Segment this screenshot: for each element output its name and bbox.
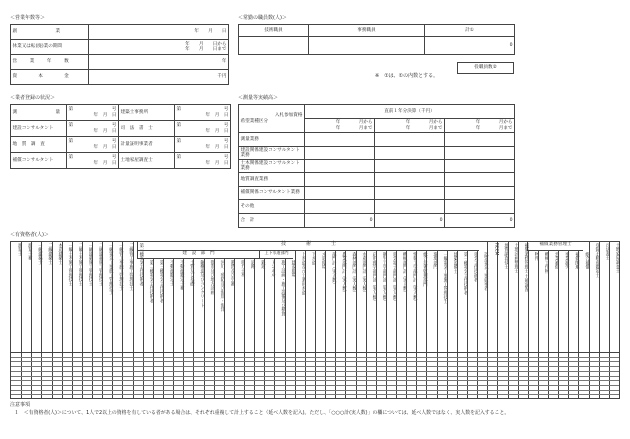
compensation-mgmt-header: 補償業務管理士 (527, 242, 583, 251)
qualified-row-line (11, 376, 619, 377)
qualified-column-header: 道路 (244, 259, 254, 352)
qualified-column-header: 一級建築士 (31, 242, 41, 352)
reg-measurement-label: 計量証明事業者 (119, 137, 175, 153)
qualified-column-header: 建築設備士 (447, 251, 457, 352)
reg-scrivener-no[interactable]: 第 号 年 月 日 (175, 121, 231, 137)
qualified-column-header: 情報工学部門計（実人数） (406, 251, 416, 352)
founding-label: 創 業 (11, 25, 89, 40)
sales-cell[interactable] (305, 147, 375, 160)
reg-survey-no[interactable]: 第 号 年 月 日 (67, 105, 119, 121)
reg-compensation-label: 補償コンサルタント (11, 153, 67, 169)
reg-land-surveyor-label: 土地家屋調査士 (119, 153, 175, 169)
officer-count-label: 役職員数② (458, 63, 514, 74)
tech-staff-header: 技術職員 (239, 25, 309, 37)
sales-total-3: 0 (445, 214, 515, 228)
staff-count-note: ※ ①は、①の内数とする。 (375, 73, 439, 79)
registration-table (10, 104, 231, 169)
qualified-column-header: 環境部門 (426, 251, 436, 352)
staff-count-table (238, 24, 515, 55)
sales-cell[interactable] (375, 200, 445, 214)
office-staff-header: 事務職員 (309, 25, 425, 37)
sales-table (238, 104, 515, 228)
qualified-row-line (11, 361, 619, 362)
sales-cell[interactable] (305, 187, 375, 200)
qualified-column-header: 土地区画整理士 (508, 242, 518, 352)
qualified-column-header: 第三種電気主任技術者 (153, 259, 163, 352)
qualified-column-header: 第一種電気主任技術者 (457, 251, 467, 352)
qualified-column-header: 港湾及び空港 (224, 259, 234, 352)
sales-row-label: 建設関係建設コンサルタント業務 (239, 147, 305, 160)
sales-row-label: 測量業務 (239, 133, 305, 147)
qualified-column-header: 応用理学部門計（実人数） (366, 251, 376, 352)
qualified-column-header: 土地家屋調査士 (609, 242, 619, 352)
qualified-column-header: 登録不動産鑑定士 (589, 242, 599, 352)
sales-cell[interactable] (445, 160, 515, 173)
reg-scrivener-label: 司 法 書 士 (119, 121, 175, 137)
reg-survey-label: 測 量 (11, 105, 67, 121)
sales-row-label: 補償関係コンサルタント業務 (239, 187, 305, 200)
notes-heading: 注意事項 (10, 402, 31, 408)
qualified-column-header: 機械部門計（実人数） (396, 251, 406, 352)
qualified-column-header: 不動産鑑定士補 (173, 259, 183, 352)
sales-cell[interactable] (375, 160, 445, 173)
sales-row-label: その他 (239, 200, 305, 214)
qualified-column-header: 森林部門計（実人数） (345, 251, 355, 352)
reg-measurement-no[interactable]: 第 号 年 月 日 (175, 137, 231, 153)
qualified-row-line (11, 394, 619, 395)
sales-total-1: 0 (305, 214, 375, 228)
sales-year-header: 直前１年分決算（千円） (305, 105, 515, 119)
tech-staff-value[interactable] (239, 37, 309, 55)
sales-cell[interactable] (445, 147, 515, 160)
sales-total-2: 0 (375, 214, 445, 228)
qualified-column-header: 都市及び地方計画 (204, 259, 214, 352)
qualified-column-header: 上水道及び工業用水道 (295, 251, 305, 352)
reg-architect-label: 建築士事務所 (119, 105, 175, 121)
sales-cell[interactable] (445, 133, 515, 147)
qualified-column-header: 一級管工事施工管理技士 (112, 242, 122, 352)
qualified-column-header: 総合技術監理部門 (416, 251, 426, 352)
sales-row-label: 地質調査業務 (239, 173, 305, 187)
qualified-column-header: 不動産鑑定士 (163, 259, 173, 352)
sales-total-label: 合 計 (239, 214, 305, 228)
qualified-column-header: 下水道 (305, 251, 315, 352)
qualified-column-header: 物件 (528, 251, 538, 352)
qualified-column-header: 一級電気工事施工管理技士 (102, 242, 112, 352)
reg-compensation-no[interactable]: 第 号 年 月 日 (67, 153, 119, 169)
business-years-value[interactable]: 年 (89, 55, 229, 70)
reg-architect-no[interactable]: 第 号 年 月 日 (175, 105, 231, 121)
sales-cell[interactable] (445, 187, 515, 200)
qualified-column-header: 施工計画・施工設備及び積算 (274, 259, 284, 352)
business-years-table (10, 24, 229, 85)
qualified-column-header: 一級建築施工管理技士 (82, 242, 92, 352)
sales-period-1[interactable]: 年 月から 年 月まで (305, 119, 375, 133)
qualified-column-header: 司法書士 (599, 242, 609, 352)
qualified-column-header: 補償関連 (568, 251, 578, 352)
qualified-heading: ＜有資格者(人)＞ (10, 232, 49, 238)
sales-cell[interactable] (375, 173, 445, 187)
qualified-column-header: 認定電気工事従事者 (477, 251, 487, 352)
qualified-column-header: 測量士 (17, 243, 23, 256)
qualified-row-line (11, 390, 619, 391)
reg-consultant-label: 建設コンサルタント (11, 121, 67, 137)
qualified-column-header: 水産部門計（実人数） (356, 251, 366, 352)
staff-count-heading: ＜常勤の職員数(人)＞ (238, 15, 287, 21)
staff-total-header: 計① (425, 25, 515, 37)
sales-cell[interactable] (305, 200, 375, 214)
qualified-column-header: 機械工作物 (538, 251, 548, 352)
sales-row-label: 土木関係建設コンサルタント業務 (239, 160, 305, 173)
office-staff-value[interactable] (309, 37, 425, 55)
sales-period-2[interactable]: 年 月から 年 月まで (375, 119, 445, 133)
qualified-column-header: 営業補償 (548, 251, 558, 352)
capital-label: 資 本 金 (11, 70, 89, 85)
qualified-table-frame (10, 241, 620, 399)
sales-heading: ＜測量等実績高＞ (238, 95, 279, 101)
qualified-column-header: 総合補償 (578, 251, 588, 352)
water-dept-header: 上下水道部門 (259, 251, 293, 259)
staff-total-value[interactable]: 0 (425, 37, 515, 55)
qualified-column-header: 電気電子部門計（実人数） (386, 251, 396, 352)
founding-value[interactable]: 年 月 日 (89, 25, 229, 40)
qualified-row-line (11, 385, 619, 386)
sales-cell[interactable] (375, 187, 445, 200)
qualified-column-header: 測量士補 (21, 242, 31, 352)
sales-cell[interactable] (375, 133, 445, 147)
qualified-column-header: 建設環境 (285, 259, 295, 352)
notes-line-1: １ ＜有資格者(人)＞について、1人で2以上の資格を有している者がある場合は、それぞれ重複して計上すること（延べ人数を記入)。ただし、「○○○計(実人数)」の欄については、延べ人数ではなく、実人数を記入すること。 (14, 410, 510, 416)
qualified-row-line (11, 380, 619, 381)
qualified-column-header: 衛生工学部門計（実人数） (376, 251, 386, 352)
sales-cell[interactable] (305, 160, 375, 173)
sales-cell[interactable] (445, 200, 515, 214)
reg-land-surveyor-no[interactable]: 第 号 年 月 日 (175, 153, 231, 169)
sales-cell[interactable] (445, 173, 515, 187)
qualified-column-header: 地質調査技士 (497, 242, 507, 352)
qualified-column-header: 二級建築士 (41, 242, 51, 352)
business-years-label: 営 業 年 数 (11, 55, 89, 70)
sales-corner: 入札参加資格 希望業種区分 (239, 105, 305, 133)
qualified-column-header: 第一種電気主任技術者 (133, 242, 143, 352)
suspension-label: 休業又は転(廃)業の期間 (11, 40, 89, 55)
qualified-column-header: 二級建築施工管理技士 (92, 242, 102, 352)
qualified-column-header: 一級電気工事施工管理技士 (437, 251, 447, 352)
qualified-column-header: 事業損失 (558, 251, 568, 352)
qualified-row-line (11, 366, 619, 367)
sales-cell[interactable] (305, 173, 375, 187)
qualified-row-line (11, 357, 619, 358)
qualified-column-header: 土質及び基礎 (183, 259, 193, 352)
registration-heading: ＜業者登録の状況＞ (10, 95, 56, 101)
reg-geology-no[interactable]: 第 号 年 月 日 (67, 137, 119, 153)
qualified-column-header: 第二種電気主任技術者 (143, 259, 153, 352)
qualified-column-header: 鉄道 (254, 259, 264, 352)
qualified-column-header: 河川、砂防及び海岸・海洋 (214, 259, 224, 352)
reg-consultant-no[interactable]: 第 号 年 月 日 (67, 121, 119, 137)
qualified-column-header: 二級管工事施工管理技士 (122, 242, 132, 352)
capital-value[interactable]: 千円 (89, 70, 229, 85)
qualified-column-header: 補償業務管理士 土地調査 (518, 242, 528, 352)
business-years-heading: ＜営業年数等＞ (10, 15, 46, 21)
suspension-value[interactable]: 年 月 日から 年 月 日まで (89, 40, 229, 55)
qualified-column-header: 木造建築士 (52, 242, 62, 352)
qualified-column-header: トンネル (264, 259, 274, 352)
qualified-column-header: 二級土木施工管理技士 (72, 242, 82, 352)
qualified-row-line (11, 371, 619, 372)
reg-geology-label: 地 質 調 査 (11, 137, 67, 153)
officer-count-table (457, 62, 514, 74)
qualified-column-header: 鋼構造及びコンクリート (193, 259, 203, 352)
qualified-column-header: 水道環境 (315, 251, 325, 352)
qualified-column-header: 農業部門計（実人数） (335, 251, 345, 352)
qualified-column-header: RCCM (487, 242, 497, 352)
construction-dept-header: 建 設 部 門 (137, 251, 259, 259)
qualified-column-header: 電気主任技術者 (467, 251, 477, 352)
engineer-group-header: 技 術 士 (137, 242, 479, 251)
qualified-column-header: 一級土木施工管理技士 (62, 242, 72, 352)
sales-period-3[interactable]: 年 月から 年 月まで (445, 119, 515, 133)
qualified-column-header: 部門計（実人数） (325, 251, 335, 352)
sales-cell[interactable] (375, 147, 445, 160)
qualified-column-header: 電力土木 (234, 259, 244, 352)
sales-cell[interactable] (305, 133, 375, 147)
